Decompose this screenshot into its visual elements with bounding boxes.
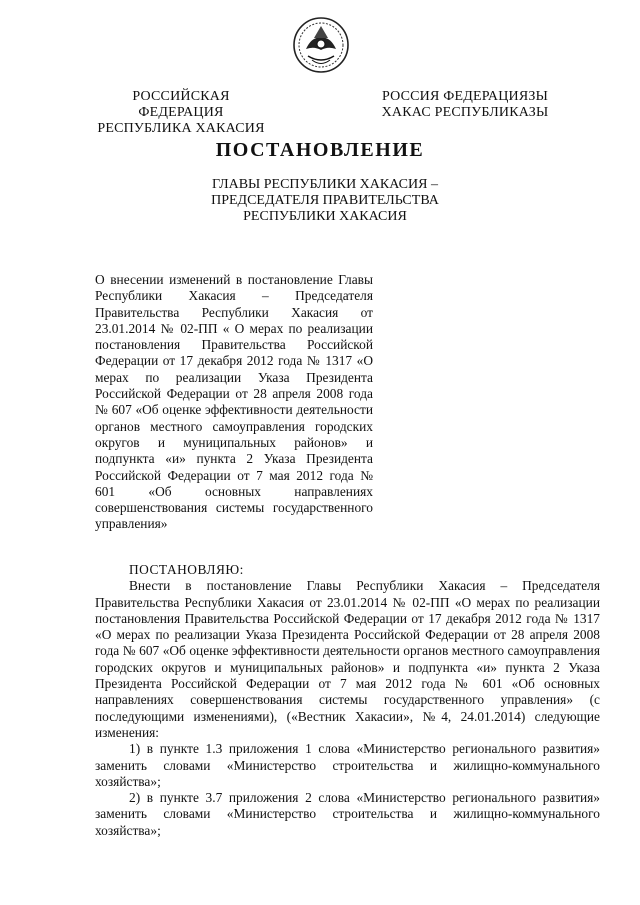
subtitle-line3: РЕСПУБЛИКИ ХАКАСИЯ (243, 209, 407, 224)
list-item: 1) в пункте 1.3 приложения 1 слова «Министерство регионального развития» заменить словами «Министерство строительства и жилищно-коммунального хозяйства»; (95, 741, 600, 789)
header-left-line1: РОССИЙСКАЯ ФЕДЕРАЦИЯ (132, 89, 230, 120)
subtitle-line1: ГЛАВЫ РЕСПУБЛИКИ ХАКАСИЯ – (212, 177, 438, 192)
decree-word: ПОСТАНОВЛЯЮ: (129, 562, 244, 577)
subtitle-line2: ПРЕДСЕДАТЕЛЯ ПРАВИТЕЛЬСТВА (211, 193, 439, 208)
header-right-line1: РОССИЯ ФЕДЕРАЦИЯЗЫ (381, 89, 549, 104)
header-left-line2: РЕСПУБЛИКА ХАКАСИЯ (97, 121, 265, 136)
document-title: ПОСТАНОВЛЕНИЕ (215, 139, 425, 161)
main-paragraph: Внести в постановление Главы Республики Хакасия – Председателя Правительства Республики Хакасия от 23.01.2014 № 02-ПП «О мерах по реализации постановления Правительства Российской Федерации от 17 декабря 2012 года № 1317 «О мерах по реализации Указа Президента Российской Федерации от 28 апреля 2008 года № 607 «Об оценке эффективности деятельности органов местного самоуправления городских округов и муниципальных районов» и подпункта «и» пункта 2 Указа Президента Российской Федерации от 7 мая 2012 года № 601 «Об основных направлениях совершенствования системы государственного управления» (с последующими изменениями), («Вестник Хакасии», №4, 24.01.2014) следующие изменения: (95, 578, 600, 740)
header-right-line2: ХАКАС РЕСПУБЛИКАЗЫ (381, 105, 549, 120)
document-body (95, 562, 600, 839)
coat-of-arms-emblem (292, 16, 350, 74)
list-item: 2) в пункте 3.7 приложения 2 слова «Министерство регионального развития» заменить словами «Министерство строительства и жилищно-коммунального хозяйства»; (95, 790, 600, 838)
header-right-block (380, 89, 550, 121)
header-left-block (92, 89, 270, 137)
document-subtitle (150, 177, 500, 225)
document-subject: О внесении изменений в постановление Главы Республики Хакасия – Председателя Правительства Республики Хакасия от 23.01.2014 № 02-ПП « О мерах по реализации постановления Правительства Российской Федерации от 17 декабря 2012 года № 1317 «О мерах по реализации Указа Президента Российской Федерации от 28 апреля 2008 года № 607 «Об оценке эффективности деятельности органов местного самоуправления городских округов и муниципальных районов» и подпункта «и» пункта 2 Указа Президента Российской Федерации от 7 мая 2012 года № 601 «Об основных направлениях совершенствования системы государственного управления» (95, 272, 373, 532)
